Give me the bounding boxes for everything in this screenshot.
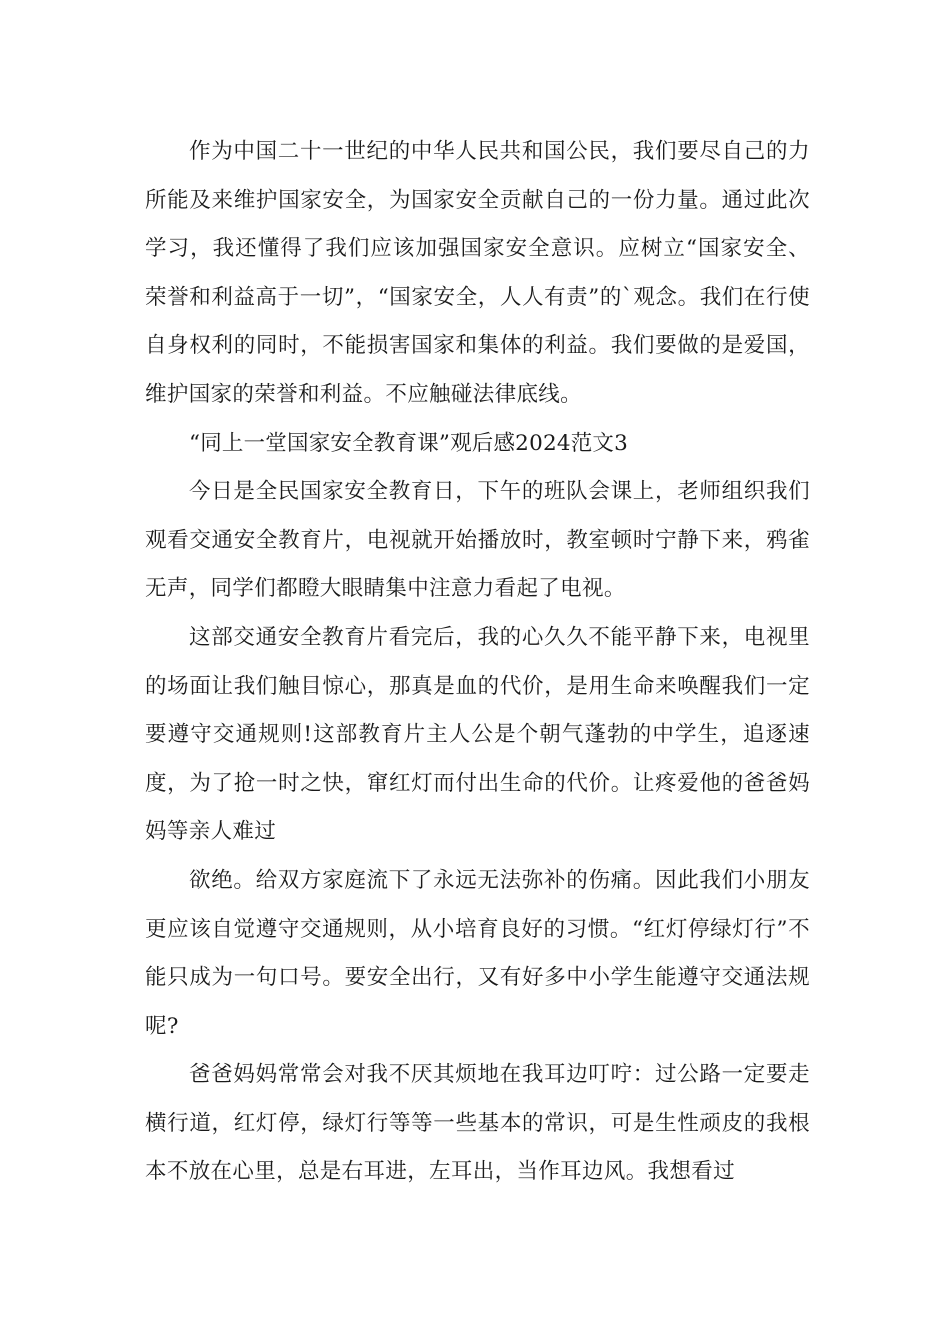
- section-heading: “同上一堂国家安全教育课”观后感2024范文3: [189, 430, 628, 456]
- paragraph-2: 今日是全民国家安全教育日，下午的班队会课上，老师组织我们观看交通安全教育片，电视就开始播放时，教室顿时宁静下来，鸦雀无声，同学们都瞪大眼睛集中注意力看起了电视。: [145, 479, 810, 602]
- paragraph-4: 欲绝。给双方家庭流下了永远无法弥补的伤痛。因此我们小朋友更应该自觉遵守交通规则，从小培育良好的习惯。“红灯停绿灯行”不能只成为一句口号。要安全出行，又有好多中小学生能遵守交通法规呢?: [145, 867, 810, 1039]
- paragraph-3: 这部交通安全教育片看完后，我的心久久不能平静下来，电视里的场面让我们触目惊心，那真是血的代价，是用生命来唤醒我们一定要遵守交通规则!这部教育片主人公是个朝气蓬勃的中学生，追逐速度，为了抢一时之快，窜红灯而付出生命的代价。让疼爱他的爸爸妈妈等亲人难过: [145, 624, 810, 845]
- paragraph-1: 作为中国二十一世纪的中华人民共和国公民，我们要尽自己的力所能及来维护国家安全，为国家安全贡献自己的一份力量。通过此次学习，我还懂得了我们应该加强国家安全意识。应树立“国家安全、荣誉和利益高于一切”，“国家安全，人人有责”的`观念。我们在行使自身权利的同时，不能损害国家和集体的利益。我们要做的是爱国，维护国家的荣誉和利益。不应触碰法律底线。: [145, 139, 810, 407]
- document-body: [145, 128, 810, 1197]
- paragraph-5: 爸爸妈妈常常会对我不厌其烦地在我耳边叮咛：过公路一定要走横行道，红灯停，绿灯行等等一些基本的常识，可是生性顽皮的我根本不放在心里，总是右耳进，左耳出，当作耳边风。我想看过: [145, 1062, 810, 1185]
